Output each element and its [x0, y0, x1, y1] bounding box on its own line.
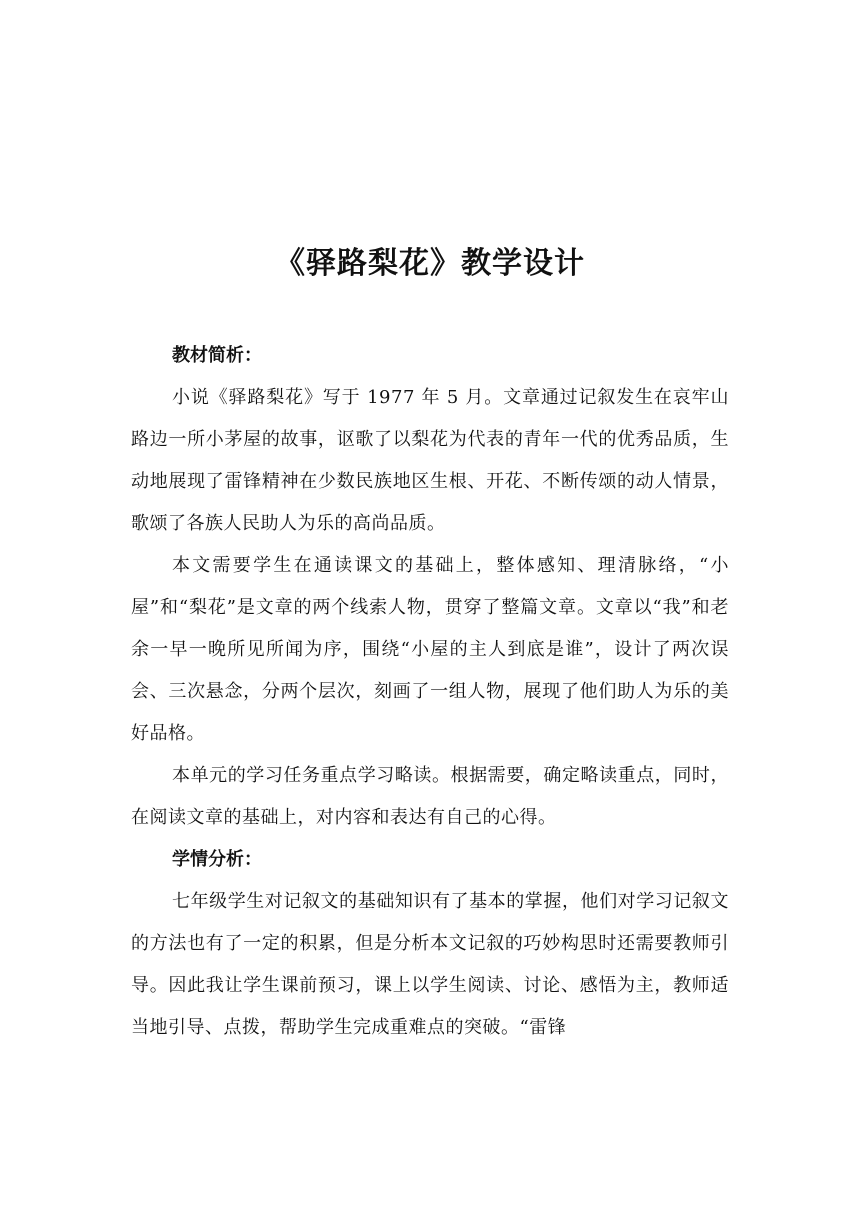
paragraph: 本单元的学习任务重点学习略读。根据需要，确定略读重点，同时，在阅读文章的基础上，对内容和表达有自己的心得。 [131, 765, 729, 828]
paragraph: 七年级学生对记叙文的基础知识有了基本的掌握，他们对学习记叙文的方法也有了一定的积累，但是分析本文记叙的巧妙构思时还需要教师引导。因此我让学生课前预习，课上以学生阅读、讨论、感悟为主，教师适当地引导、点拨，帮助学生完成重难点的突破。“雷锋 [131, 891, 729, 1038]
paragraph: 小说《驿路梨花》写于 1977 年 5 月。文章通过记叙发生在哀牢山路边一所小茅屋的故事，讴歌了以梨花为代表的青年一代的优秀品质，生动地展现了雷锋精神在少数民族地区生根、开花、不断传颂的动人情景，歌颂了各族人民助人为乐的高尚品质。 [131, 387, 729, 534]
section-heading-textbook-analysis: 教材简析： [172, 345, 262, 366]
document-title: 《驿路梨花》教学设计 [275, 246, 585, 281]
document-body [131, 335, 729, 1049]
section-heading-student-analysis: 学情分析： [172, 849, 262, 870]
paragraph: 本文需要学生在通读课文的基础上，整体感知、理清脉络，“小屋”和“梨花”是文章的两个线索人物，贯穿了整篇文章。文章以“我”和老余一早一晚所见所闻为序，围绕“小屋的主人到底是谁”，设计了两次误会、三次悬念，分两个层次，刻画了一组人物，展现了他们助人为乐的美好品格。 [131, 555, 729, 744]
